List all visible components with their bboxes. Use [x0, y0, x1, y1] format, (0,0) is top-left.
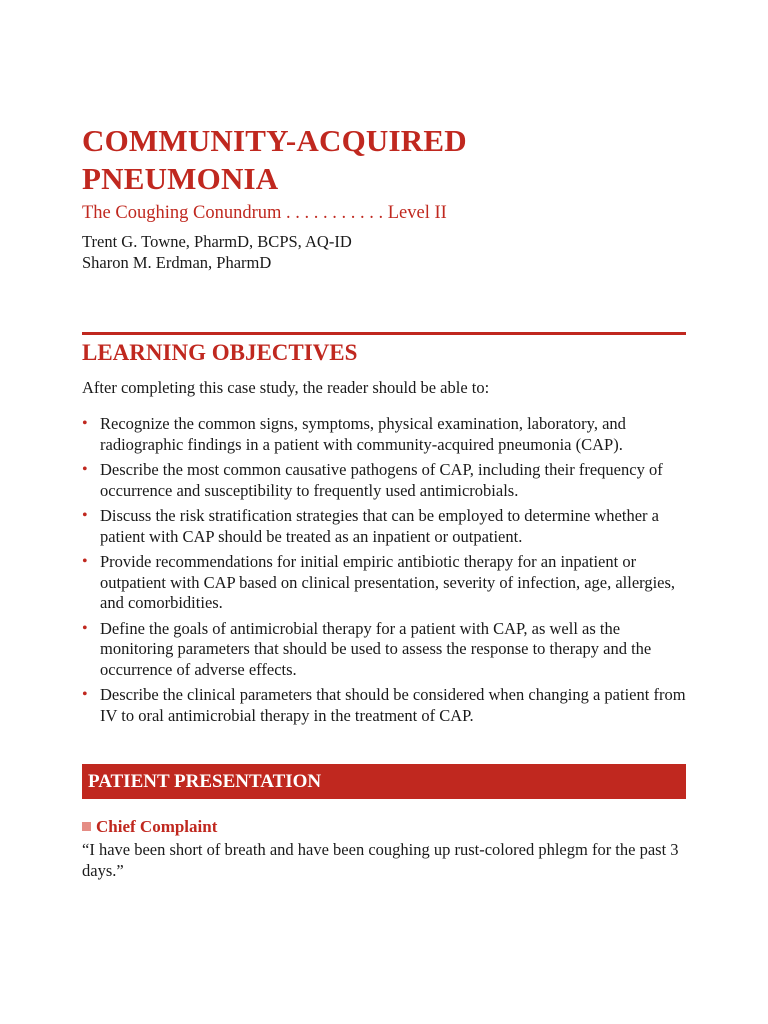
learning-objectives-intro: After completing this case study, the reader should be able to:: [82, 378, 490, 397]
objective-item: [82, 460, 692, 501]
author-name: Sharon M. Erdman, PharmD: [82, 253, 272, 272]
title-line-1: COMMUNITY-ACQUIRED: [82, 123, 467, 158]
objective-item: [82, 506, 692, 547]
title-line-2: PNEUMONIA: [82, 161, 279, 196]
chief-complaint-text: “I have been short of breath and have been coughing up rust-colored phlegm for the past 3 days.”: [82, 840, 679, 880]
objective-text: Recognize the common signs, symptoms, physical examination, laboratory, and radiographic findings in a patient with community-acquired pneumonia (CAP).: [100, 414, 626, 454]
bullet-icon: •: [82, 553, 88, 570]
bullet-icon: •: [82, 686, 88, 703]
objective-text: Describe the most common causative pathogens of CAP, including their frequency of occurrence and susceptibility to frequently used antimicrobials.: [100, 460, 663, 500]
author-name: Trent G. Towne, PharmD, BCPS, AQ-ID: [82, 232, 352, 251]
objective-item: [82, 552, 692, 614]
objective-text: Describe the clinical parameters that should be considered when changing a patient from IV to oral antimicrobial therapy in the treatment of CAP.: [100, 685, 686, 725]
square-marker-icon: [82, 822, 91, 831]
learning-objectives-heading: LEARNING OBJECTIVES: [82, 340, 358, 365]
objective-item: [82, 414, 692, 455]
patient-presentation-heading: PATIENT PRESENTATION: [88, 771, 322, 792]
objective-text: Provide recommendations for initial empiric antibiotic therapy for an inpatient or outpatient with CAP based on clinical presentation, severity of infection, age, allergies, and comorbidities.: [100, 552, 676, 612]
objectives-list: [82, 414, 692, 731]
bullet-icon: •: [82, 461, 88, 478]
bullet-icon: •: [82, 415, 88, 432]
patient-presentation-banner: [82, 764, 686, 799]
bullet-icon: •: [82, 619, 88, 637]
document-title: [82, 122, 702, 198]
chief-complaint-heading: [82, 816, 217, 838]
objective-item: [82, 685, 692, 726]
author-list: [82, 231, 352, 273]
objective-text: Discuss the risk stratification strategies that can be employed to determine whether a patient with CAP should be treated as an inpatient or outpatient.: [100, 506, 659, 546]
chief-complaint-label: Chief Complaint: [96, 817, 218, 836]
section-divider: [82, 332, 686, 335]
case-subtitle: The Coughing Conundrum . . . . . . . . . . . Level II: [82, 203, 447, 223]
bullet-icon: •: [82, 507, 88, 524]
objective-item: [82, 619, 692, 681]
objective-text: Define the goals of antimicrobial therapy for a patient with CAP, as well as the monitoring parameters that should be used to assess the response to therapy and the occurrence of adverse effects.: [100, 618, 652, 679]
